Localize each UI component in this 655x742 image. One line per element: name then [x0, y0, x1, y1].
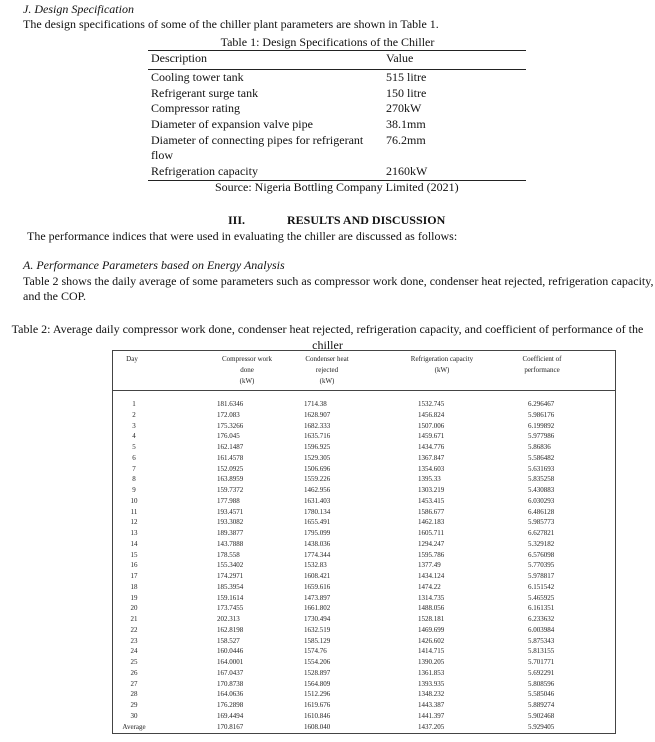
table2-cell-refrigeration-capacity: 1414.715: [418, 647, 445, 656]
table2-body: [112, 399, 616, 732]
table2-cell-condenser-heat: 1631.403: [304, 496, 331, 505]
table1-cell-description: Diameter of expansion valve pipe: [151, 117, 313, 131]
table2-cell-refrigeration-capacity: 1605.711: [418, 529, 444, 537]
table1-header-value: Value: [386, 51, 414, 65]
table2-cell-compressor-work: 177.988: [217, 496, 240, 505]
table2-cell-day: 17: [130, 572, 138, 580]
table2-cell-compressor-work: 181.6346: [217, 400, 244, 408]
table2-cell-day: 12: [130, 518, 138, 527]
table2-row: [112, 711, 616, 722]
table2-cell-cop: 5.835258: [528, 475, 555, 484]
table2-cell-cop: 5.889274: [528, 701, 555, 709]
table2-cell-compressor-work: 170.8738: [217, 679, 244, 688]
table2-header-rule: [112, 390, 616, 391]
table2-row: [112, 646, 616, 657]
table2-cell-day: 2: [132, 410, 136, 419]
table2-cell-refrigeration-capacity: 1314.735: [418, 593, 445, 602]
table2-cell-day: 19: [130, 593, 138, 602]
table2-cell-day: 16: [130, 561, 138, 570]
table2-caption-line-1: Table 2: Average daily compressor work done, condenser heat rejected, refrigeration capacity, and coefficient of performance of the: [11, 322, 644, 336]
table2-header-text: (kW): [319, 377, 335, 385]
table2-cell-compressor-work: 159.7372: [217, 486, 244, 494]
table2-cell-day: 29: [130, 701, 138, 709]
table2-cell-refrigeration-capacity: 1367.847: [418, 453, 445, 462]
table2-cell-condenser-heat: 1564.809: [304, 679, 331, 688]
table2-header-text: rejected: [315, 366, 339, 374]
table2-cell-day: 24: [130, 647, 138, 656]
table2-cell-condenser-heat: 1780.134: [304, 507, 331, 516]
table2-cell-compressor-work: 155.3402: [217, 561, 244, 570]
table2-cell-condenser-heat: 1532.83: [304, 561, 327, 570]
table2-header-text: Coefficient of: [522, 355, 562, 363]
table2-header-text: Refrigeration capacity: [410, 355, 474, 363]
table2-cell-compressor-work: 172.083: [217, 410, 240, 419]
table2-cell-compressor-work: 169.4494: [217, 711, 244, 720]
table2-row: [112, 485, 616, 496]
table2-cell-cop: 5.977986: [528, 432, 555, 441]
table2-header-refrigeration-capacity: [392, 354, 492, 376]
table2: [112, 350, 616, 734]
table2-cell-refrigeration-capacity: 1462.183: [418, 518, 445, 527]
table2-cell-day: 9: [132, 486, 136, 494]
table2-cell-refrigeration-capacity: 1488.056: [418, 604, 445, 613]
table1-cell-description: Diameter of connecting pipes for refrigerant flow: [151, 132, 364, 162]
table2-cell-day: 15: [130, 550, 138, 559]
table2-cell-refrigeration-capacity: 1377.49: [418, 561, 441, 570]
table2-cell-refrigeration-capacity: 1507.006: [418, 421, 445, 430]
table2-cell-condenser-heat: 1795.099: [304, 529, 331, 537]
table1-caption: Table 1: Design Specifications of the Chiller: [220, 35, 435, 49]
table2-cell-cop: 6.151542: [528, 582, 555, 591]
table2-cell-refrigeration-capacity: 1434.776: [418, 443, 445, 451]
table2-cell-condenser-heat: 1774.344: [304, 550, 331, 559]
table2-cell-day: 30: [130, 711, 138, 720]
table2-cell-refrigeration-capacity: 1354.603: [418, 464, 445, 473]
table1-cell-value: 38.1mm: [386, 117, 426, 131]
table2-cell-compressor-work: 162.1487: [217, 443, 244, 451]
table2-cell-compressor-work: 178.558: [217, 550, 240, 559]
section-iii-intro: The performance indices that were used in evaluating the chiller are discussed as follows:: [27, 229, 458, 243]
table2-cell-cop: 6.486128: [528, 507, 555, 516]
table2-cell-condenser-heat: 1628.907: [304, 410, 331, 419]
table2-header-day: [112, 354, 152, 365]
table2-cell-refrigeration-capacity: 1586.677: [418, 507, 445, 516]
table2-header-condenser-heat: [287, 354, 367, 387]
table2-row: [112, 496, 616, 507]
table2-cell-compressor-work: 170.8167: [217, 722, 244, 731]
table2-row: [112, 410, 616, 421]
table2-cell-day: 10: [130, 496, 138, 505]
table2-header-text: (kW): [434, 366, 450, 374]
table2-cell-day: 18: [130, 582, 138, 591]
section-iii-number: III.: [228, 213, 246, 227]
table2-row: [112, 517, 616, 528]
table2-cell-day: 23: [130, 636, 138, 645]
table2-cell-compressor-work: 152.0925: [217, 464, 244, 473]
table2-row: [112, 582, 616, 593]
table2-cell-cop: 6.199892: [528, 421, 555, 430]
table2-cell-day: 3: [132, 421, 136, 430]
table2-cell-refrigeration-capacity: 1456.824: [418, 410, 445, 419]
table2-cell-day: 20: [130, 604, 138, 613]
table2-cell-condenser-heat: 1585.129: [304, 636, 331, 645]
table2-caption-line-2: chiller: [312, 337, 343, 352]
table2-cell-refrigeration-capacity: 1348.232: [418, 690, 445, 699]
table2-cell-condenser-heat: 1559.226: [304, 475, 331, 484]
table2-cell-cop: 5.631693: [528, 464, 555, 473]
table2-cell-day: Average: [122, 722, 146, 731]
table2-cell-day: 26: [130, 668, 138, 677]
table2-cell-refrigeration-capacity: 1443.387: [418, 701, 445, 709]
table2-cell-refrigeration-capacity: 1459.671: [418, 432, 445, 441]
table2-row: [112, 431, 616, 442]
table2-cell-compressor-work: 202.313: [217, 615, 240, 623]
table2-row: [112, 399, 616, 410]
table2-cell-refrigeration-capacity: 1426.602: [418, 636, 445, 645]
table2-row: [112, 539, 616, 550]
table2-cell-refrigeration-capacity: 1453.415: [418, 496, 445, 505]
table2-cell-cop: 5.902468: [528, 711, 555, 720]
table2-row: [112, 636, 616, 647]
table2-cell-day: 22: [130, 625, 138, 634]
table2-cell-condenser-heat: 1512.296: [304, 690, 331, 699]
table2-cell-compressor-work: 176.2898: [217, 701, 244, 709]
table2-cell-compressor-work: 158.527: [217, 636, 240, 645]
table2-cell-cop: 5.813155: [528, 647, 555, 656]
table2-header-text: Condenser heat: [305, 355, 349, 363]
table2-row: [112, 593, 616, 604]
table2-row: [112, 474, 616, 485]
table2-cell-day: 11: [130, 507, 138, 516]
table2-cell-compressor-work: 159.1614: [217, 593, 244, 602]
table2-cell-condenser-heat: 1574.76: [304, 647, 327, 656]
table2-cell-condenser-heat: 1661.802: [304, 604, 331, 613]
table2-cell-day: 13: [130, 529, 138, 537]
section-iii-title: RESULTS AND DISCUSSION: [287, 213, 446, 227]
table2-cell-condenser-heat: 1714.38: [304, 400, 327, 408]
table2-row: [112, 550, 616, 561]
table2-row: [112, 442, 616, 453]
table2-cell-cop: 5.585046: [528, 690, 555, 699]
table2-cell-cop: 5.692291: [528, 668, 555, 677]
table2-cell-condenser-heat: 1506.696: [304, 464, 331, 473]
table2-cell-refrigeration-capacity: 1390.205: [418, 658, 445, 666]
table1-cell-value: 270kW: [386, 101, 422, 115]
table2-cell-compressor-work: 164.0001: [217, 658, 244, 666]
table1-cell-description: Compressor rating: [151, 101, 240, 115]
table2-header-text: done: [240, 366, 254, 374]
table2-cell-day: 14: [130, 539, 138, 548]
table2-cell-condenser-heat: 1608.040: [304, 722, 331, 731]
table2-cell-day: 25: [130, 658, 138, 666]
table2-cell-cop: 5.465925: [528, 593, 555, 602]
table2-cell-refrigeration-capacity: 1437.205: [418, 722, 445, 731]
table2-cell-condenser-heat: 1608.421: [304, 572, 331, 580]
table2-cell-cop: 5.586482: [528, 453, 555, 462]
table1-cell-value: 515 litre: [386, 70, 427, 84]
table2-row: [112, 464, 616, 475]
table2-cell-compressor-work: 193.3082: [217, 518, 244, 527]
table2-cell-refrigeration-capacity: 1474.22: [418, 582, 441, 591]
table2-cell-condenser-heat: 1554.206: [304, 658, 331, 666]
table2-cell-compressor-work: 193.4571: [217, 507, 244, 516]
table2-row: [112, 421, 616, 432]
table1-cell-description: Cooling tower tank: [151, 70, 244, 84]
table2-cell-compressor-work: 143.7888: [217, 539, 244, 548]
table2-cell-condenser-heat: 1610.846: [304, 711, 331, 720]
table2-cell-refrigeration-capacity: 1434.124: [418, 572, 445, 580]
table2-bottom-rule: [112, 733, 616, 734]
table2-row: [112, 614, 616, 625]
table2-cell-compressor-work: 161.4578: [217, 453, 244, 462]
table2-row: [112, 453, 616, 464]
table2-cell-cop: 5.929405: [528, 722, 555, 731]
table2-cell-condenser-heat: 1682.333: [304, 421, 331, 430]
table2-row: [112, 668, 616, 679]
table2-cell-refrigeration-capacity: 1595.786: [418, 550, 445, 559]
table1-source: Source: Nigeria Bottling Company Limited (2021): [215, 180, 459, 194]
table2-cell-cop: 5.986176: [528, 410, 555, 419]
table2-row: [112, 657, 616, 668]
table2-cell-cop: 6.296467: [528, 400, 555, 408]
table2-top-rule: [112, 350, 616, 351]
table2-cell-cop: 6.576098: [528, 550, 555, 559]
table2-cell-refrigeration-capacity: 1294.247: [418, 539, 445, 548]
table2-cell-condenser-heat: 1473.897: [304, 593, 331, 602]
section-j-heading: J. Design Specification: [23, 2, 134, 16]
table2-row: [112, 571, 616, 582]
table2-cell-refrigeration-capacity: 1469.699: [418, 625, 445, 634]
table2-cell-condenser-heat: 1462.956: [304, 486, 331, 494]
table2-cell-refrigeration-capacity: 1441.397: [418, 711, 445, 720]
table2-cell-condenser-heat: 1655.491: [304, 518, 331, 527]
table2-cell-cop: 6.161351: [528, 604, 555, 613]
table2-header-text: Compressor work: [222, 355, 272, 363]
table2-header-text: performance: [524, 366, 560, 374]
table2-row: [112, 700, 616, 711]
table2-cell-cop: 5.875343: [528, 636, 555, 645]
table2-cell-compressor-work: 162.8198: [217, 625, 244, 634]
table2-cell-compressor-work: 167.0437: [217, 668, 244, 677]
table2-cell-refrigeration-capacity: 1532.745: [418, 400, 445, 408]
table2-cell-compressor-work: 164.0636: [217, 690, 244, 699]
section-j-intro: The design specifications of some of the chiller plant parameters are shown in Table 1.: [23, 17, 439, 31]
table2-cell-day: 7: [132, 464, 136, 473]
table2-cell-condenser-heat: 1659.616: [304, 582, 331, 591]
table2-cell-compressor-work: 173.7455: [217, 604, 244, 613]
table2-row: [112, 689, 616, 700]
table1-header-description: Description: [151, 51, 207, 65]
table2-row: [112, 603, 616, 614]
table2-cell-cop: 6.030293: [528, 496, 555, 505]
table2-cell-compressor-work: 189.3877: [217, 529, 244, 537]
table2-cell-day: 4: [132, 432, 136, 441]
table2-cell-cop: 6.233632: [528, 615, 555, 623]
table2-cell-day: 28: [130, 690, 138, 699]
table2-average-row: [112, 722, 616, 733]
table2-cell-condenser-heat: 1619.676: [304, 701, 331, 709]
section-a-para-line-2: and the COP.: [23, 289, 86, 303]
table1-cell-value: 2160kW: [386, 163, 428, 178]
table1-cell-value: 150 litre: [386, 85, 427, 100]
table2-cell-day: 1: [132, 400, 136, 408]
table2-cell-cop: 5.985773: [528, 518, 555, 527]
table2-cell-refrigeration-capacity: 1528.181: [418, 615, 445, 623]
table2-cell-day: 8: [132, 475, 136, 484]
table2-cell-condenser-heat: 1438.036: [304, 539, 331, 548]
table2-cell-compressor-work: 175.3266: [217, 421, 244, 430]
table2-cell-cop: 5.701771: [528, 658, 555, 666]
table2-header-text: Day: [126, 355, 138, 363]
table2-header-text: (kW): [239, 377, 255, 385]
table2-row: [112, 679, 616, 690]
table2-cell-cop: 6.003984: [528, 625, 555, 634]
table2-cell-compressor-work: 174.2971: [217, 572, 244, 580]
table1-cell-description: Refrigeration capacity: [151, 163, 258, 178]
table2-cell-compressor-work: 163.8959: [217, 475, 244, 484]
table2-cell-day: 6: [132, 453, 136, 462]
table2-cell-condenser-heat: 1730.494: [304, 615, 331, 623]
table2-cell-refrigeration-capacity: 1395.33: [418, 475, 441, 484]
table2-cell-compressor-work: 160.0446: [217, 647, 244, 656]
table2-cell-condenser-heat: 1596.925: [304, 443, 331, 451]
table2-cell-compressor-work: 185.3954: [217, 582, 244, 591]
table2-cell-refrigeration-capacity: 1361.853: [418, 668, 445, 677]
table2-row: [112, 528, 616, 539]
table2-cell-cop: 5.86836: [528, 443, 551, 451]
table2-cell-cop: 6.627821: [528, 529, 555, 537]
table2-cell-condenser-heat: 1528.897: [304, 668, 331, 677]
table2-caption: [0, 322, 655, 353]
table2-cell-condenser-heat: 1635.716: [304, 432, 331, 441]
table2-cell-day: 21: [130, 615, 138, 623]
table2-row: [112, 625, 616, 636]
table1-cell-value: 76.2mm: [386, 132, 426, 147]
table2-cell-cop: 5.430883: [528, 486, 555, 494]
table2-cell-cop: 5.808596: [528, 679, 555, 688]
table2-header-cop: [502, 354, 582, 376]
table2-cell-cop: 5.770395: [528, 561, 555, 570]
table2-cell-compressor-work: 176.045: [217, 432, 240, 441]
table2-row: [112, 560, 616, 571]
section-a-para-line-1: Table 2 shows the daily average of some parameters such as compressor work done, condenser heat rejected, refrigeration capacity,: [23, 274, 654, 288]
table2-cell-day: 27: [130, 679, 138, 688]
table2-cell-condenser-heat: 1632.519: [304, 625, 331, 634]
table2-cell-refrigeration-capacity: 1303.219: [418, 486, 445, 494]
table2-cell-day: 5: [132, 443, 136, 451]
table2-cell-refrigeration-capacity: 1393.935: [418, 679, 445, 688]
table2-cell-condenser-heat: 1529.305: [304, 453, 331, 462]
table2-cell-cop: 5.329182: [528, 539, 555, 548]
section-a-heading: A. Performance Parameters based on Energy Analysis: [23, 258, 285, 272]
table2-cell-cop: 5.978817: [528, 572, 555, 580]
table2-row: [112, 507, 616, 518]
table2-header-compressor-work: [202, 354, 292, 387]
table1-cell-description: Refrigerant surge tank: [151, 85, 259, 100]
